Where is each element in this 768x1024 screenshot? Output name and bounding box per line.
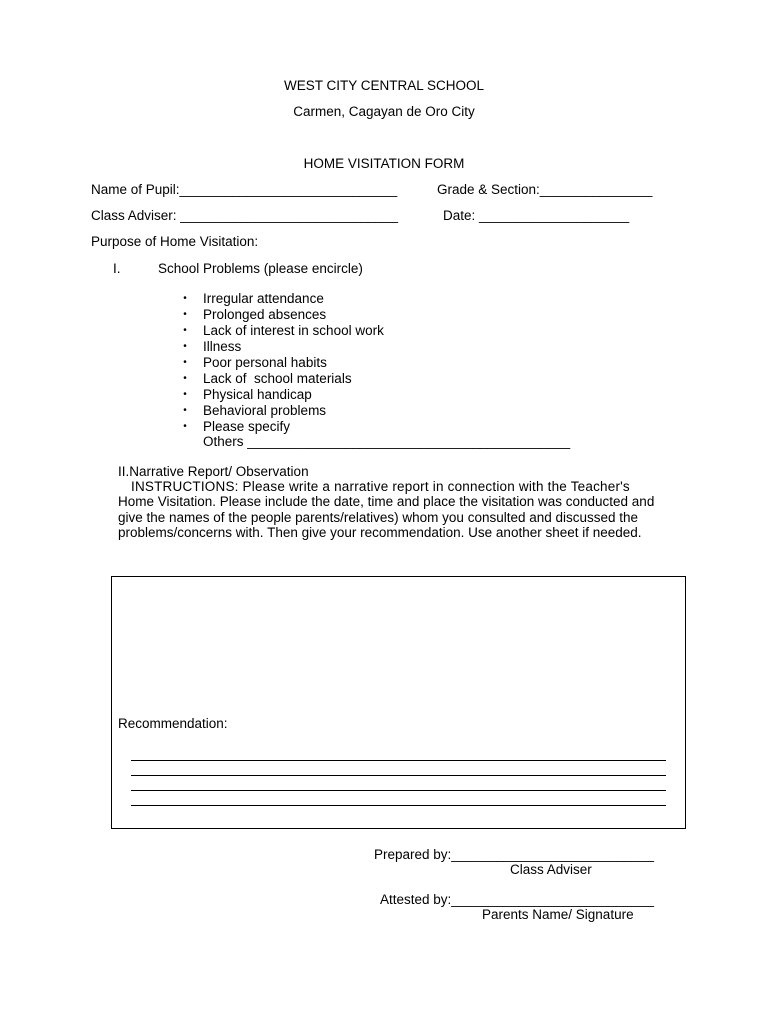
bullet-icon: • xyxy=(183,325,187,336)
problem-label: Prolonged absences xyxy=(203,307,327,322)
list-item[interactable] xyxy=(180,387,384,403)
form-title: HOME VISITATION FORM xyxy=(303,156,465,171)
attested-by-field[interactable]: Attested by:___________________________ xyxy=(380,892,655,907)
narrative-report-box[interactable] xyxy=(111,576,686,829)
instructions-lead: INSTRUCTIONS: Please write a narrative report in connection with the Teacher's xyxy=(131,479,630,494)
list-item[interactable] xyxy=(180,419,384,435)
attested-role: Parents Name/ Signature xyxy=(482,907,634,922)
section-2-title: II.Narrative Report/ Observation xyxy=(118,464,309,479)
problem-label: Irregular attendance xyxy=(203,291,324,306)
school-name: WEST CITY CENTRAL SCHOOL xyxy=(283,78,485,93)
list-item[interactable] xyxy=(180,355,384,371)
bullet-icon: • xyxy=(183,389,187,400)
instructions-body: Home Visitation. Please include the date, time and place the visitation was conducted and give the names of the people parents/relatives) whom you consulted and discussed the problems/concerns with. Then give your recommendation. Use another sheet if needed. xyxy=(118,494,655,540)
problem-label: Illness xyxy=(203,339,242,354)
bullet-icon: • xyxy=(183,373,187,384)
problem-label: Lack of school materials xyxy=(203,371,352,386)
bullet-icon: • xyxy=(183,421,187,432)
list-item[interactable] xyxy=(180,403,384,419)
problem-label: Behavioral problems xyxy=(203,403,327,418)
class-adviser-field[interactable]: Class Adviser: _____________________________ xyxy=(91,208,399,223)
section-1-title: School Problems (please encircle) xyxy=(158,261,363,276)
list-item[interactable] xyxy=(180,307,384,323)
school-problems-list xyxy=(180,291,384,435)
others-field[interactable]: Others ___________________________________________ xyxy=(203,434,571,449)
pupil-name-field[interactable]: Name of Pupil:_____________________________ xyxy=(91,182,398,197)
list-item[interactable] xyxy=(180,371,384,387)
bullet-icon: • xyxy=(183,341,187,352)
recommendation-label: Recommendation: xyxy=(118,716,228,731)
recommendation-line[interactable] xyxy=(131,760,666,761)
school-address: Carmen, Cagayan de Oro City xyxy=(293,104,475,119)
section-1-number: I. xyxy=(113,261,121,276)
bullet-icon: • xyxy=(183,357,187,368)
list-item[interactable] xyxy=(180,291,384,307)
problem-label: Poor personal habits xyxy=(203,355,327,370)
problem-label: Physical handicap xyxy=(203,387,312,402)
purpose-label: Purpose of Home Visitation: xyxy=(91,234,259,249)
prepared-by-field[interactable]: Prepared by:___________________________ xyxy=(374,847,655,862)
list-item[interactable] xyxy=(180,323,384,339)
recommendation-line[interactable] xyxy=(131,775,666,776)
problem-label: Please specify xyxy=(203,419,291,434)
problem-label: Lack of interest in school work xyxy=(203,323,384,338)
date-field[interactable]: Date: ____________________ xyxy=(443,208,630,223)
prepared-role: Class Adviser xyxy=(510,862,592,877)
grade-section-field[interactable]: Grade & Section:_______________ xyxy=(437,182,653,197)
bullet-icon: • xyxy=(183,293,187,304)
bullet-icon: • xyxy=(183,405,187,416)
list-item[interactable] xyxy=(180,339,384,355)
recommendation-line[interactable] xyxy=(131,790,666,791)
recommendation-line[interactable] xyxy=(131,805,666,806)
bullet-icon: • xyxy=(183,309,187,320)
